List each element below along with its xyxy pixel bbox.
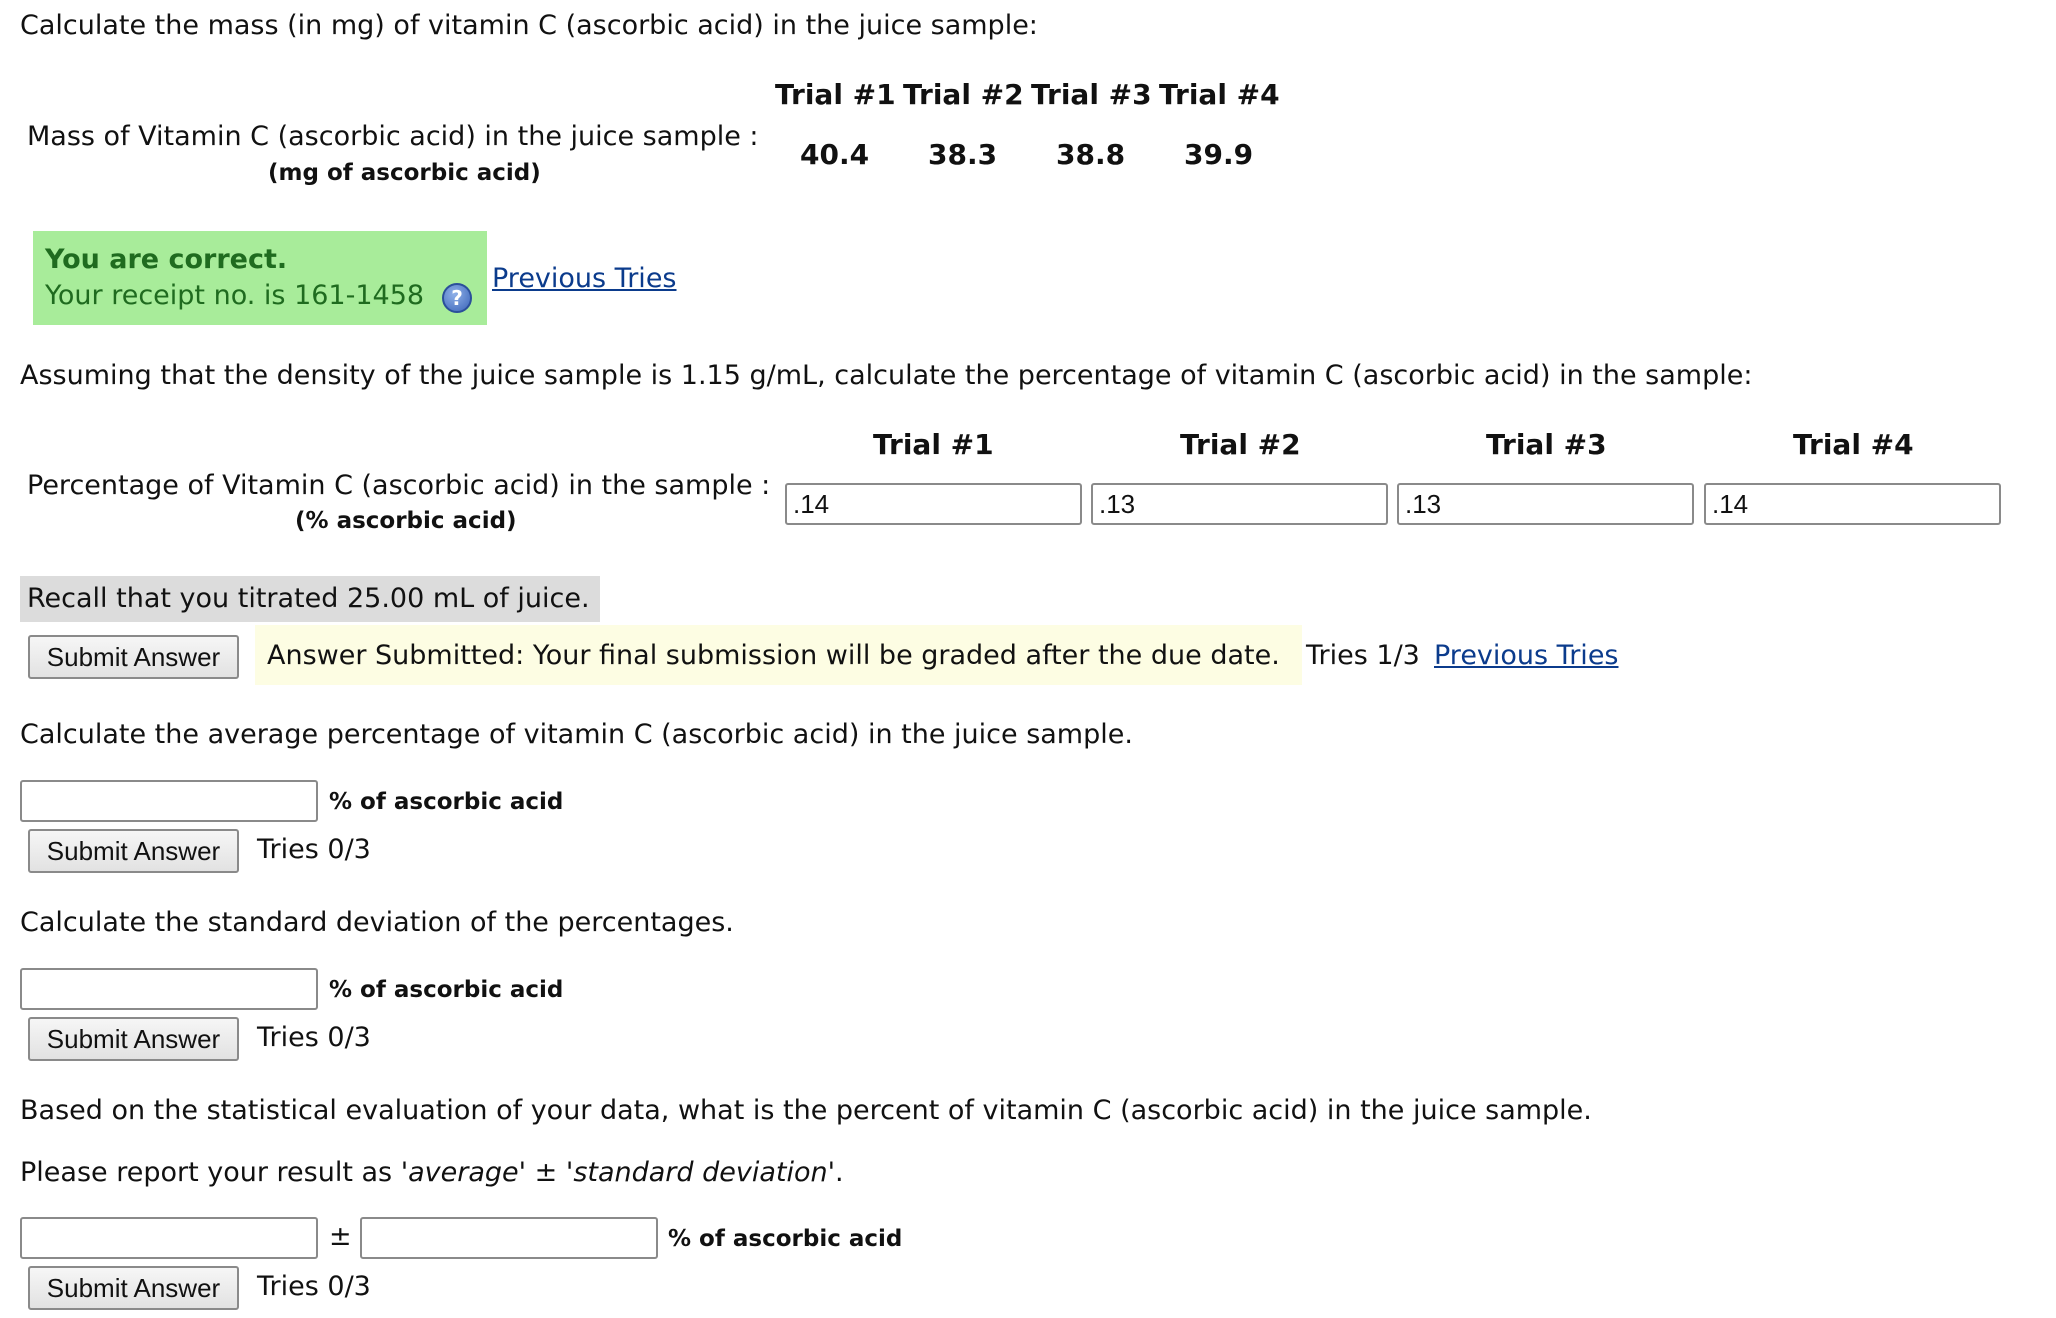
q1-value-trial-1: 40.4 <box>800 138 870 171</box>
receipt-number: Your receipt no. is 161-1458 <box>45 280 425 311</box>
q2-row-unit: (% ascorbic acid) <box>295 508 517 534</box>
q1-value-trial-2: 38.3 <box>928 138 998 171</box>
q2-header-trial-2: Trial #2 <box>1180 428 1301 461</box>
q3-prompt: Calculate the average percentage of vitamin C (ascorbic acid) in the juice sample. <box>20 719 1133 750</box>
q1-row-unit: (mg of ascorbic acid) <box>268 160 541 186</box>
result-average-input[interactable] <box>20 1217 318 1259</box>
q2-prompt: Assuming that the density of the juice sample is 1.15 g/mL, calculate the percentage of vitamin C (ascorbic acid) in the sample: <box>20 360 1753 391</box>
q1-header-trial-2: Trial #2 <box>903 78 1024 111</box>
help-question-icon[interactable]: ? <box>442 283 472 313</box>
q2-tries: Tries 1/3 <box>1306 640 1420 671</box>
result-std-dev-input[interactable] <box>360 1217 658 1259</box>
q5-report-instruction <box>20 1157 844 1188</box>
report-pm: ± <box>526 1157 566 1188</box>
report-suffix: . <box>835 1157 844 1188</box>
q5-unit: % of ascorbic acid <box>668 1226 903 1252</box>
plus-minus-symbol: ± <box>329 1221 352 1252</box>
report-prefix: Please report your result as <box>20 1157 401 1188</box>
q2-row-label: Percentage of Vitamin C (ascorbic acid) in the sample : <box>27 470 771 501</box>
q2-previous-tries-link[interactable]: Previous Tries <box>1434 640 1619 671</box>
q2-header-trial-3: Trial #3 <box>1486 428 1607 461</box>
q1-prompt: Calculate the mass (in mg) of vitamin C (ascorbic acid) in the juice sample: <box>20 10 1038 41</box>
q1-value-trial-3: 38.8 <box>1056 138 1126 171</box>
q3-tries: Tries 0/3 <box>257 834 371 865</box>
q1-header-trial-4: Trial #4 <box>1159 78 1280 111</box>
q1-header-trial-1: Trial #1 <box>775 78 896 111</box>
q2-input-trial-4[interactable]: .14 <box>1704 483 2001 525</box>
q5-submit-button[interactable]: Submit Answer <box>28 1266 239 1310</box>
q4-tries: Tries 0/3 <box>257 1022 371 1053</box>
q4-submit-button[interactable]: Submit Answer <box>28 1017 239 1061</box>
q1-header-trial-3: Trial #3 <box>1031 78 1152 111</box>
report-std-term: 'standard deviation' <box>565 1157 836 1188</box>
report-average-term: 'average' <box>400 1157 527 1188</box>
q4-prompt: Calculate the standard deviation of the percentages. <box>20 907 734 938</box>
correct-feedback-title: You are correct. <box>45 244 288 275</box>
q5-prompt: Based on the statistical evaluation of your data, what is the percent of vitamin C (ascorbic acid) in the juice sample. <box>20 1095 1592 1126</box>
average-percent-input[interactable] <box>20 780 318 822</box>
q2-submit-button[interactable]: Submit Answer <box>28 635 239 679</box>
q2-header-trial-1: Trial #1 <box>873 428 994 461</box>
q1-previous-tries-link[interactable]: Previous Tries <box>492 263 677 294</box>
submitted-message: Answer Submitted: Your final submission will be graded after the due date. <box>267 640 1280 671</box>
q2-input-trial-3[interactable]: .13 <box>1397 483 1694 525</box>
q2-header-trial-4: Trial #4 <box>1793 428 1914 461</box>
q4-unit: % of ascorbic acid <box>329 977 564 1003</box>
q2-input-trial-1[interactable]: .14 <box>785 483 1082 525</box>
q2-input-trial-2[interactable]: .13 <box>1091 483 1388 525</box>
q1-value-trial-4: 39.9 <box>1184 138 1254 171</box>
std-dev-input[interactable] <box>20 968 318 1010</box>
q3-unit: % of ascorbic acid <box>329 789 564 815</box>
recall-note: Recall that you titrated 25.00 mL of juice. <box>27 583 590 614</box>
q5-tries: Tries 0/3 <box>257 1271 371 1302</box>
q1-row-label: Mass of Vitamin C (ascorbic acid) in the juice sample : <box>27 121 759 152</box>
q3-submit-button[interactable]: Submit Answer <box>28 829 239 873</box>
